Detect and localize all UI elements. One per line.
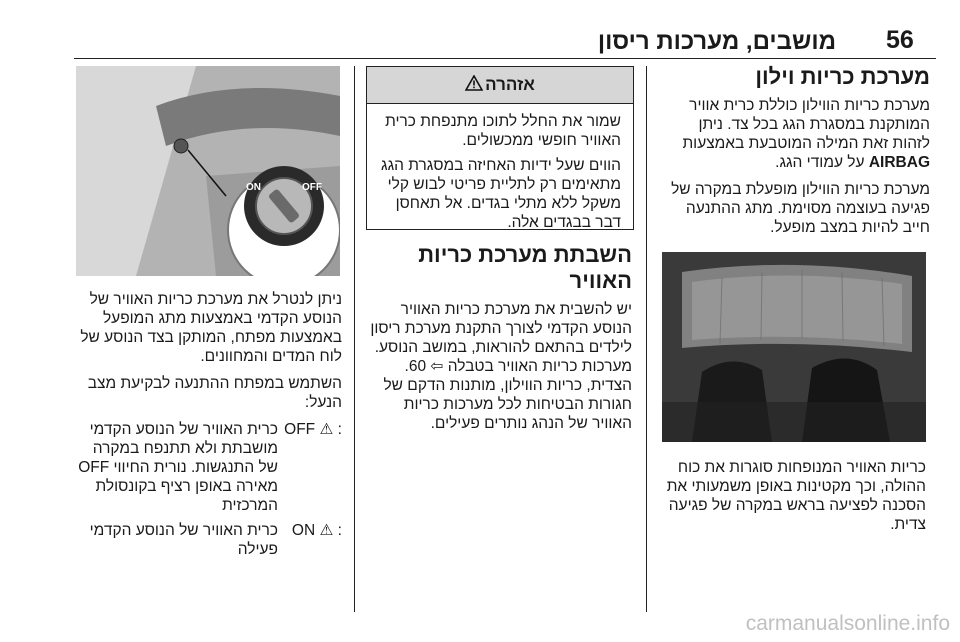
airbag-switch-photo	[76, 66, 340, 276]
switch-label-off: OFF	[302, 182, 322, 193]
on-definition-text: כרית האוויר של הנוסע הקדמי פעילה	[89, 522, 278, 558]
curtain-p1-text-b: על עמודי הגג.	[775, 154, 869, 171]
airbag-off-icon: ⚠	[319, 421, 334, 438]
curtain-airbag-photo	[662, 252, 926, 442]
airbag-switch-illustration	[76, 66, 340, 276]
warning-triangle-icon	[465, 75, 483, 96]
switch-label-passenger: PASSENGER	[256, 246, 312, 256]
column-divider-right	[646, 66, 647, 612]
watermark: carmanualsonline.info	[745, 612, 950, 635]
page-header	[0, 0, 960, 56]
deactivation-paragraph: יש להשבית את מערכת כריות האוויר הנוסע הקדמי לצורך התקנת מערכת ריסון לילדים בהתאם להוראות, במושב הנוסע. מערכות כריות האוויר בטבלה ⇦ 60. הצדית, כריות הווילון, מותנות הדקם של חגורות הבטיחות לכל מערכות כריות האוויר של הנהג נותרים פעילים.	[370, 301, 632, 432]
switch-label-on: ON	[246, 182, 261, 193]
curtain-airbag-section	[660, 64, 930, 245]
warning-header	[367, 67, 633, 104]
section-heading-deactivation: השבתת מערכת כריות האוויר	[418, 242, 632, 293]
curtain-airbag-illustration	[662, 252, 926, 442]
warning-paragraph-2: הווים שעל ידיות האחיזה במסגרת הגג מתאימים רק לתליית פריטי לבוש קלי משקל ללא מתלי בגדים. אל תאחסן דבר בבגדים אלה.	[381, 157, 621, 231]
curtain-p1-text-a: מערכת כריות הווילון כוללת כרית אוויר המותקנת במסגרת הגג בכל צד. ניתן לזהות זאת המילה המוטבעת באמצעות	[682, 97, 930, 152]
curtain-paragraph-1	[660, 96, 930, 172]
warning-title: אזהרה	[485, 75, 535, 94]
curtain-paragraph-2: מערכת כריות הווילון מופעלת במקרה של פגיעה בעוצמה מסוימת. מתג ההתנעה חייב להיות במצב מופעל.	[671, 181, 930, 236]
off-definition	[76, 420, 342, 515]
on-key: ON ⚠ :	[291, 522, 342, 539]
off-definition-text: כרית האוויר של הנוסע הקדמי מושבתת ולא תתנפח במקרה של התנגשות. נורית החיווי OFF מאירה באופן רציף בקונסולת המרכזית	[78, 421, 278, 514]
on-definition	[76, 521, 342, 559]
section-heading-curtain: מערכת כריות וילון	[755, 64, 930, 89]
column-divider-left	[354, 66, 355, 612]
off-key-text: OFF	[284, 421, 316, 438]
on-key-text: ON	[291, 522, 316, 539]
airbag-on-icon: ⚠	[319, 522, 334, 539]
curtain-photo-caption: כריות האוויר המנופחות סוגרות את כוח ההולה, וכך מקטינות באופן משמעותי את הסכנה לפציעה בראש במקרה של פגיעה צדית.	[666, 459, 926, 533]
page-number: 56	[886, 26, 914, 54]
passenger-switch-section	[76, 290, 342, 565]
switch-paragraph-1: ניתן לנטרל את מערכת כריות האוויר של הנוסע הקדמי באמצעות מתג המופעל באמצעות מפתח, המותקן בצד הנוסע של לוח המדים והמחוונים.	[80, 291, 342, 365]
switch-label-airbag: AIRBAG	[266, 256, 302, 266]
warning-paragraph-1: שמור את החלל לתוכו מתנפחת כרית האוויר חופשי ממכשולים.	[385, 113, 621, 149]
warning-box	[366, 66, 634, 230]
page-title: מושבים, מערכות ריסון	[597, 28, 836, 55]
switch-paragraph-2: השתמש במפתח ההתנעה לבקיעת מצב הנעל:	[87, 375, 342, 411]
header-rule	[74, 58, 936, 59]
warning-body	[367, 104, 633, 232]
deactivation-section	[366, 242, 632, 441]
off-key: OFF ⚠ :	[284, 421, 342, 438]
airbag-label: AIRBAG	[868, 154, 930, 171]
